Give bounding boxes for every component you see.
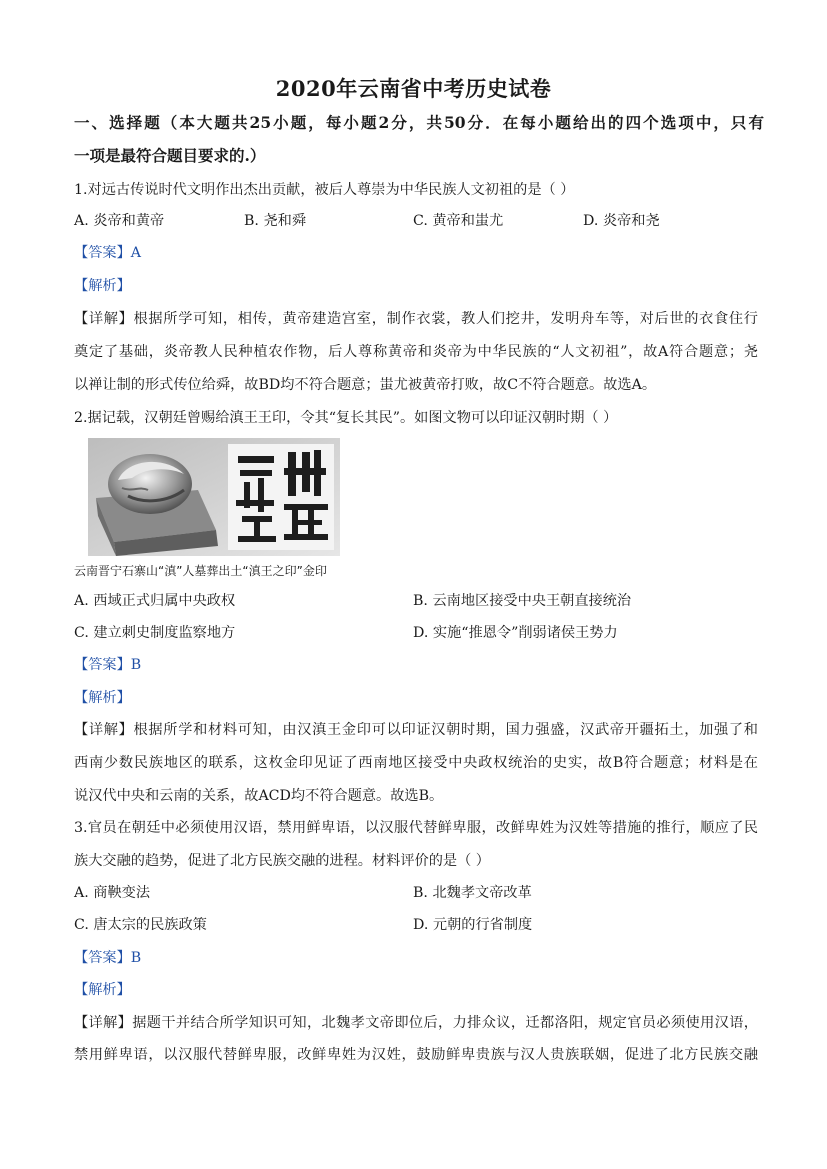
q3-option-c: C. 唐太宗的民族政策 <box>74 917 207 933</box>
q1-detail-line1: 【详解】根据所学可知，相传，黄帝建造宫室，制作衣裳，教人们挖井，发明舟车等，对后世的衣食住行 <box>74 311 758 327</box>
gold-seal-photo <box>88 438 340 556</box>
seal-caption: 云南晋宁石寨山“滇”人墓葬出土“滇王之印”金印 <box>74 564 327 578</box>
seal-image-drawing <box>88 438 340 556</box>
q2-option-c: C. 建立刺史制度监察地方 <box>74 625 236 641</box>
page-title: 2020年云南省中考历史试卷 <box>275 76 552 101</box>
q2-option-a: A. 西域正式归属中央政权 <box>74 593 236 609</box>
q3-stem-line2: 族大交融的趋势，促进了北方民族交融的进程。材料评价的是（ ） <box>74 853 490 869</box>
q2-detail-line3: 说汉代中央和云南的关系，故ACD均不符合题意。故选B。 <box>74 788 444 804</box>
q1-detail-line2: 奠定了基础，炎帝教人民种植农作物，后人尊称黄帝和炎帝为中华民族的“人文初祖”，故A符合题意；尧 <box>74 344 758 360</box>
q2-detail-line1: 【详解】根据所学和材料可知，由汉滇王金印可以印证汉朝时期，国力强盛，汉武帝开疆拓土，加强了和 <box>74 722 758 738</box>
q1-answer: 【答案】A <box>74 245 141 261</box>
q2-answer: 【答案】B <box>74 657 142 673</box>
q1-option-c: C. 黄帝和蚩尤 <box>413 213 504 229</box>
q3-detail-line2: 禁用鲜卑语，以汉服代替鲜卑服，改鲜卑姓为汉姓，鼓励鲜卑贵族与汉人贵族联姻，促进了北方民族交融 <box>74 1047 758 1063</box>
q2-analysis-label: 【解析】 <box>74 690 131 706</box>
section-heading-line1: 一、选择题（本大题共25小题，每小题2分，共50分．在每小题给出的四个选项中，只有 <box>74 113 764 132</box>
q2-option-b: B. 云南地区接受中央王朝直接统治 <box>413 593 632 609</box>
q1-option-d: D. 炎帝和尧 <box>583 213 660 229</box>
q3-detail-line1: 【详解】据题干并结合所学知识可知，北魏孝文帝即位后，力排众议，迁都洛阳，规定官员必须使用汉语， <box>74 1015 758 1031</box>
q2-option-d: D. 实施“推恩令”削弱诸侯王势力 <box>413 625 618 641</box>
q2-stem: 2.据记载，汉朝廷曾赐给滇王王印，令其“复长其民”。如图文物可以印证汉朝时期（ ） <box>74 410 618 426</box>
q3-analysis-label: 【解析】 <box>74 982 131 998</box>
q3-answer: 【答案】B <box>74 950 142 966</box>
q2-detail-line2: 西南少数民族地区的联系，这枚金印见证了西南地区接受中央政权统治的史实，故B符合题意；材料是在 <box>74 755 758 771</box>
q1-option-a: A. 炎帝和黄帝 <box>74 213 165 229</box>
q3-option-d: D. 元朝的行省制度 <box>413 917 533 933</box>
q1-stem: 1.对远古传说时代文明作出杰出贡献，被后人尊崇为中华民族人文初祖的是（ ） <box>74 182 575 198</box>
q1-option-b: B. 尧和舜 <box>244 213 307 229</box>
q1-analysis-label: 【解析】 <box>74 278 131 294</box>
q1-detail-line3: 以禅让制的形式传位给舜，故BD均不符合题意；蚩尤被黄帝打败，故C不符合题意。故选A。 <box>74 377 657 393</box>
q3-option-b: B. 北魏孝文帝改革 <box>413 885 532 901</box>
q3-stem-line1: 3.官员在朝廷中必须使用汉语，禁用鲜卑语，以汉服代替鲜卑服，改鲜卑姓为汉姓等措施的推行，顺应了民 <box>74 820 758 836</box>
q3-option-a: A. 商鞅变法 <box>74 885 151 901</box>
section-heading-line2: 一项是最符合题目要求的.） <box>74 146 266 165</box>
